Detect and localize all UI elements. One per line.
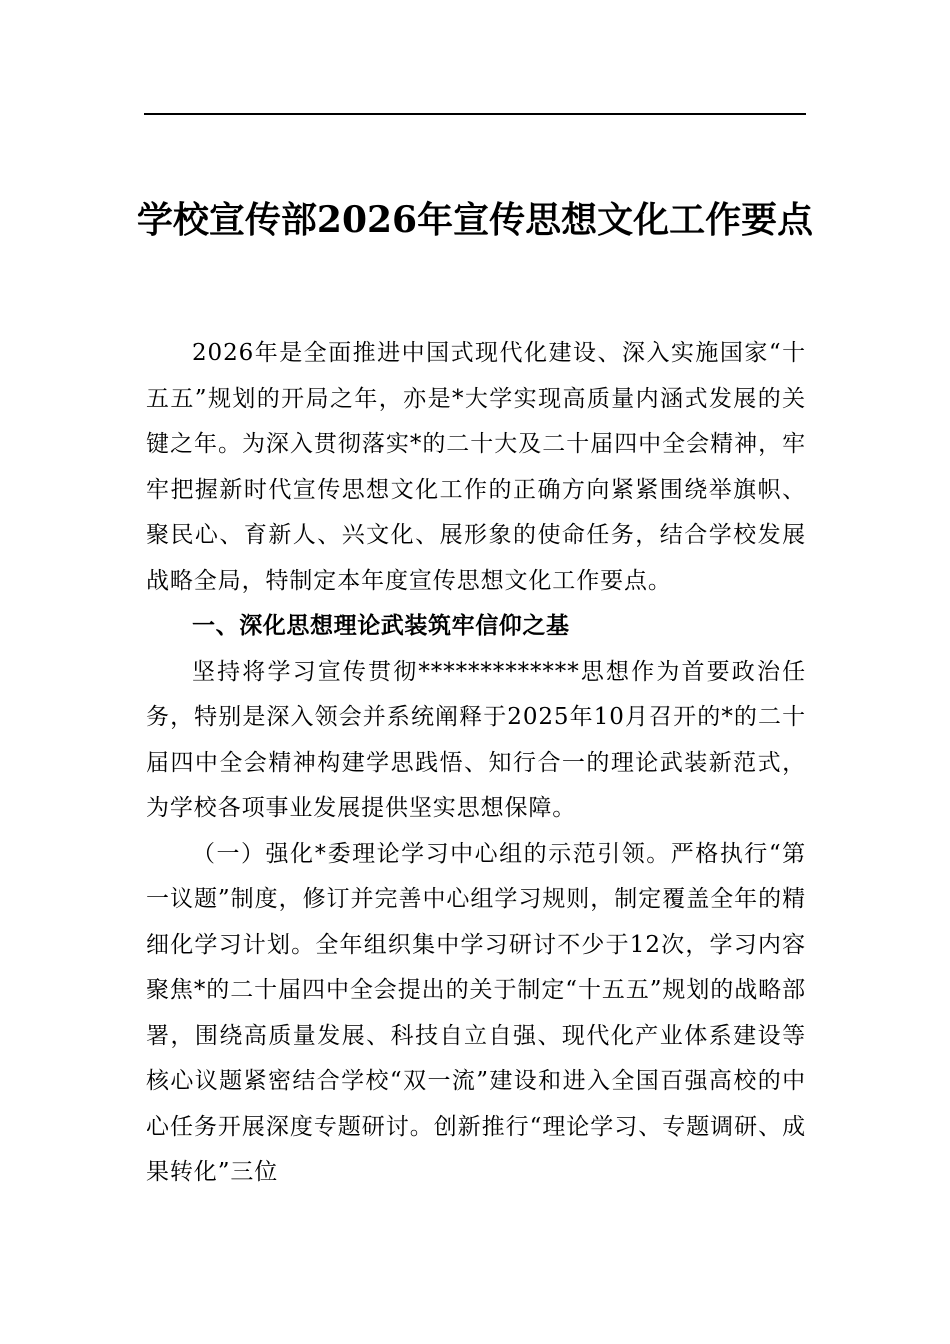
section-paragraph: 坚持将学习宣传贯彻*************思想作为首要政治任务，特别是深入领会并系统阐释于2025年10月召开的*的二十届四中全会精神构建学思践悟、知行合一的理论武装新范式，为学校各项事业发展提供坚实思想保障。 bbox=[146, 658, 806, 821]
document-title: 学校宣传部2026年宣传思想文化工作要点 bbox=[136, 199, 814, 241]
section-heading: 一、深化思想理论武装筑牢信仰之基 bbox=[192, 613, 570, 639]
header-rule bbox=[144, 113, 806, 115]
item-text: 严格执行“第一议题”制度，修订并完善中心组学习规则，制定覆盖全年的精细化学习计划。全年组织集中学习研讨不少于12次，学习内容聚焦*的二十届四中全会提出的关于制定“十五五”规划的战略部署，围绕高质量发展、科技自立自强、现代化产业体系建设等核心议题紧密结合学校“双一流”建设和进入全国百强高校的中心任务开展深度专题研讨。创新推行“理论学习、专题调研、成果转化”三位 bbox=[146, 840, 806, 1185]
intro-paragraph: 2026年是全面推进中国式现代化建设、深入实施国家“十五五”规划的开局之年，亦是*大学实现高质量内涵式发展的关键之年。为深入贯彻落实*的二十大及二十届四中全会精神，牢牢把握新时代宣传思想文化工作的正确方向紧紧围绕举旗帜、聚民心、育新人、兴文化、展形象的使命任务，结合学校发展战略全局，特制定本年度宣传思想文化工作要点。 bbox=[146, 340, 806, 594]
item-paragraph bbox=[146, 832, 806, 1196]
item-lead: （一）强化*委理论学习中心组的示范引领。 bbox=[192, 840, 671, 867]
document-body bbox=[146, 331, 806, 1196]
